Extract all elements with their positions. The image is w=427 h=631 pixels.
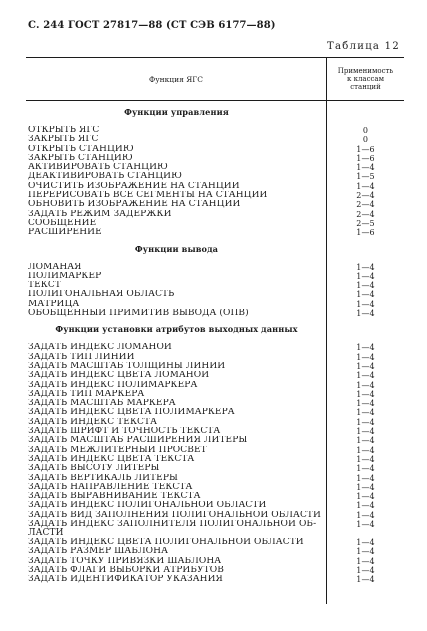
table-row [26, 390, 404, 399]
station-class-range: 1—4 [356, 389, 375, 399]
table-row [26, 228, 404, 237]
table-row [26, 455, 404, 464]
table-row [26, 191, 404, 200]
function-name: ОБОБЩЕННЫЙ ПРИМИТИВ ВЫВОДА (ОПВ) [28, 309, 249, 319]
table-row [26, 408, 404, 417]
table-row [26, 154, 404, 163]
station-class-range: 1—4 [356, 556, 375, 566]
function-name: ЗАКРЫТЬ ЯГС [28, 135, 99, 145]
table-row [26, 511, 404, 520]
section-title: Функции установки атрибутов выходных данных [55, 324, 298, 335]
station-class-range: 1—4 [356, 501, 375, 511]
function-name: ЗАДАТЬ ИНДЕКС ЦВЕТА ПОЛИГОНАЛЬНОЙ ОБЛАСТИ [28, 537, 304, 547]
station-class-range: 2—4 [356, 209, 375, 219]
station-class-range: 1—4 [356, 361, 375, 371]
station-class-range: 1—4 [356, 399, 375, 409]
table-row [26, 200, 404, 209]
function-name: ПОЛИМАРКЕР [28, 271, 102, 281]
station-class-range: 2—4 [356, 200, 375, 210]
table-row [26, 399, 404, 408]
station-class-range: 1—4 [356, 436, 375, 446]
station-class-range: 1—4 [356, 510, 375, 520]
table-row [26, 464, 404, 473]
function-name: ЗАДАТЬ ВЫРАВНИВАНИЕ ТЕКСТА [28, 492, 201, 502]
station-class-range: 1—4 [356, 454, 375, 464]
table-row [26, 538, 404, 547]
station-class-range: 1—4 [356, 309, 375, 319]
station-class-range: 1—4 [356, 163, 375, 173]
section-title: Функции вывода [134, 243, 219, 254]
function-name: ЗАКРЫТЬ СТАНЦИЮ [28, 153, 133, 163]
function-name: ЗАДАТЬ РЕЖИМ ЗАДЕРЖКИ [28, 209, 172, 219]
function-name: ТЕКСТ [28, 281, 61, 291]
station-class-range: 1—4 [356, 299, 375, 309]
column-header-applicability: Применимость к классам станций [337, 67, 394, 91]
station-class-range: 1—4 [356, 537, 375, 547]
table-row [26, 182, 404, 191]
table-row [26, 263, 404, 272]
function-name: ПЕРЕРИСОВАТЬ ВСЕ СЕГМЕНТЫ НА СТАНЦИИ [28, 191, 268, 201]
table-row [26, 557, 404, 566]
station-class-range: 1—4 [356, 343, 375, 353]
station-class-range: 1—4 [356, 575, 375, 585]
function-name: ЗАДАТЬ ИНДЕКС ПОЛИМАРКЕРА [28, 380, 198, 390]
station-class-range: 1—4 [356, 352, 375, 362]
column-divider [326, 58, 327, 604]
function-name: ЗАДАТЬ РАЗМЕР ШАБЛОНА [28, 547, 169, 557]
station-class-range: 1—4 [356, 519, 375, 529]
table-row [26, 418, 404, 427]
station-class-range: 2—4 [356, 191, 375, 201]
station-class-range: 1—4 [356, 445, 375, 455]
table-row [26, 281, 404, 290]
station-class-range: 1—5 [356, 172, 375, 182]
table-body [26, 101, 404, 584]
station-class-range: 1—4 [356, 281, 375, 291]
table-row [26, 353, 404, 362]
function-name: ЗАДАТЬ ИНДЕКС ЦВЕТА ПОЛИМАРКЕРА [28, 408, 235, 418]
station-class-range: 1—4 [356, 492, 375, 502]
function-name: ЗАДАТЬ ФЛАГИ ВЫБОРКИ АТРИБУТОВ [28, 565, 224, 575]
station-class-range: 1—4 [356, 427, 375, 437]
function-name: ЗАДАТЬ ТИП ЛИНИЙ [28, 352, 135, 362]
station-class-range: 1—4 [356, 547, 375, 557]
functions-table [26, 57, 404, 584]
table-row [26, 362, 404, 371]
table-row [26, 371, 404, 380]
function-name: ЗАДАТЬ ВЫСОТУ ЛИТЕРЫ [28, 464, 160, 474]
function-name: ЗАДАТЬ ИНДЕКС ЗАПОЛНИТЕЛЯ ПОЛИГОНАЛЬНОЙ ОБ-ЛАСТИ [28, 519, 317, 538]
table-row [26, 575, 404, 584]
function-name: ЗАДАТЬ ТОЧКУ ПРИВЯЗКИ ШАБЛОНА [28, 556, 222, 566]
function-name: ОЧИСТИТЬ ИЗОБРАЖЕНИЕ НА СТАНЦИИ [28, 181, 240, 191]
station-class-range: 0 [362, 126, 369, 135]
function-name: ОБНОВИТЬ ИЗОБРАЖЕНИЕ НА СТАНЦИИ [28, 200, 241, 210]
table-row [26, 300, 404, 309]
function-name: ЗАДАТЬ ВЕРТИКАЛЬ ЛИТЕРЫ [28, 473, 178, 483]
table-row [26, 290, 404, 299]
table-row [26, 427, 404, 436]
function-name: РАСШИРЕНИЕ [28, 228, 102, 238]
station-class-range: 1—4 [356, 482, 375, 492]
station-class-range: 1—6 [356, 153, 375, 163]
function-name: ЛОМАНАЯ [28, 262, 82, 272]
function-name: ОТКРЫТЬ ЯГС [28, 126, 100, 135]
station-class-range: 1—4 [356, 565, 375, 575]
station-class-range: 1—4 [356, 473, 375, 483]
table-row [26, 483, 404, 492]
table-row [26, 135, 404, 144]
function-name: СООБЩЕНИЕ [28, 218, 97, 228]
station-class-range: 1—4 [356, 408, 375, 418]
station-class-range: 1—4 [356, 271, 375, 281]
table-row [26, 126, 404, 135]
station-class-range: 1—4 [356, 417, 375, 427]
function-name: ЗАДАТЬ ИНДЕКС ЦВЕТА ТЕКСТА [28, 454, 195, 464]
table-row [26, 446, 404, 455]
function-name: ЗАДАТЬ МАСШТАБ ТОЛЩИНЫ ЛИНИЙ [28, 361, 226, 371]
table-row [26, 520, 404, 538]
function-name: ЗАДАТЬ ИНДЕКС ЛОМАНОЙ [28, 343, 172, 353]
function-name: ОТКРЫТЬ СТАНЦИЮ [28, 144, 134, 154]
table-row [26, 210, 404, 219]
function-name: ЗАДАТЬ ИНДЕКС ЦВЕТА ЛОМАНОЙ [28, 371, 210, 381]
function-name: ЗАДАТЬ МАСШТАБ РАСШИРЕНИЯ ЛИТЕРЫ [28, 436, 248, 446]
table-row [26, 381, 404, 390]
table-row [26, 145, 404, 154]
station-class-range: 1—4 [356, 371, 375, 381]
table-row [26, 172, 404, 181]
table-header [26, 58, 404, 101]
station-class-range: 1—4 [356, 181, 375, 191]
function-name: ЗАДАТЬ МАСШТАБ МАРКЕРА [28, 399, 176, 409]
column-header-function: Функция ЯГС [26, 58, 327, 100]
station-class-range: 1—4 [356, 380, 375, 390]
station-class-range: 2—5 [356, 218, 375, 228]
function-name: ДЕАКТИВИРОВАТЬ СТАНЦИЮ [28, 172, 182, 182]
function-name: МАТРИЦА [28, 299, 80, 309]
station-class-range: 1—4 [356, 290, 375, 300]
table-row [26, 501, 404, 510]
table-row [26, 272, 404, 281]
function-name: ЗАДАТЬ ИНДЕКС ПОЛИГОНАЛЬНОЙ ОБЛАСТИ [28, 501, 267, 511]
running-head: С. 244 ГОСТ 27817—88 (СТ СЭВ 6177—88) [28, 20, 276, 31]
table-row [26, 492, 404, 501]
function-name: ЗАДАТЬ ТИП МАРКЕРА [28, 389, 145, 399]
function-name: ЗАДАТЬ ИДЕНТИФИКАТОР УКАЗАНИЯ [28, 575, 223, 585]
station-class-range: 0 [362, 135, 369, 145]
function-name: ЗАДАТЬ МЕЖЛИТЕРНЫЙ ПРОСВЕТ [28, 445, 207, 455]
function-name: АКТИВИРОВАТЬ СТАНЦИЮ [28, 163, 168, 173]
table-label: Таблица 12 [327, 41, 400, 52]
station-class-range: 1—4 [356, 262, 375, 272]
table-row [26, 309, 404, 318]
table-row [26, 566, 404, 575]
table-row [26, 163, 404, 172]
table-row [26, 343, 404, 352]
function-name: ЗАДАТЬ ИНДЕКС ТЕКСТА [28, 417, 158, 427]
table-row [26, 436, 404, 445]
function-name: ЗАДАТЬ ВИД ЗАПОЛНЕНИЯ ПОЛИГОНАЛЬНОЙ ОБЛАСТИ [28, 510, 321, 520]
section-title: Функции управления [124, 107, 229, 117]
table-row [26, 219, 404, 228]
function-name: ЗАДАТЬ ШРИФТ И ТОЧНОСТЬ ТЕКСТА [28, 427, 221, 437]
table-row [26, 547, 404, 556]
station-class-range: 1—6 [356, 228, 375, 238]
station-class-range: 1—4 [356, 464, 375, 474]
function-name: ПОЛИГОНАЛЬНАЯ ОБЛАСТЬ [28, 290, 175, 300]
function-name: ЗАДАТЬ НАПРАВЛЕНИЕ ТЕКСТА [28, 482, 193, 492]
station-class-range: 1—6 [356, 144, 375, 154]
table-row [26, 474, 404, 483]
